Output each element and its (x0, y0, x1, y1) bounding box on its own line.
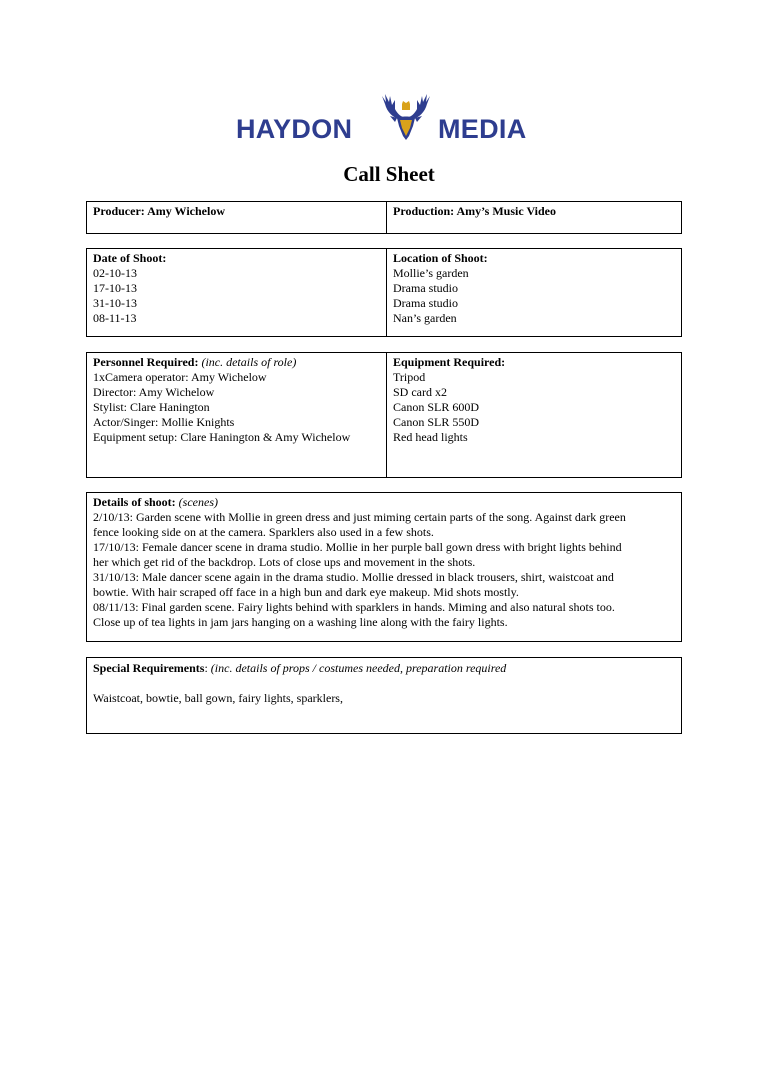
date-item: 17-10-13 (93, 281, 137, 295)
personnel-cell (87, 353, 387, 477)
personnel-equipment-box (86, 352, 682, 478)
date-item: 31-10-13 (93, 296, 137, 310)
special-requirements-box (86, 657, 682, 734)
details-line: 31/10/13: Male dancer scene again in the drama studio. Mollie dressed in black trousers, shirt, waistcoat and (93, 570, 614, 584)
equipment-item: Canon SLR 550D (393, 415, 480, 429)
date-location-box (86, 248, 682, 337)
date-label: Date of Shoot: (93, 251, 167, 265)
document-header (0, 88, 768, 148)
details-of-shoot-box (86, 492, 682, 642)
details-line: 08/11/13: Final garden scene. Fairy lights behind with sparklers in hands. Miming and also natural shots too. (93, 600, 615, 614)
equipment-item: Canon SLR 600D (393, 400, 480, 414)
equipment-item: Red head lights (393, 430, 468, 444)
location-cell (387, 249, 681, 336)
location-item: Mollie’s garden (393, 266, 469, 280)
special-cell (87, 658, 681, 708)
page-title: Call Sheet (343, 162, 435, 186)
personnel-heading: Personnel Required: (inc. details of role) (93, 355, 297, 369)
producer-label: Producer: Amy Wichelow (93, 204, 225, 218)
details-line: Close up of tea lights in jam jars hanging on a washing line along with the fairy lights. (93, 615, 508, 629)
date-item: 08-11-13 (93, 311, 137, 325)
location-item: Drama studio (393, 281, 458, 295)
special-heading: Special Requirements: (inc. details of props / costumes needed, preparation required (93, 661, 507, 675)
details-line: 17/10/13: Female dancer scene in drama studio. Mollie in her purple ball gown dress with bright lights behind (93, 540, 622, 554)
details-line: fence looking side on at the camera. Sparklers also used in a few shots. (93, 525, 434, 539)
personnel-item: Equipment setup: Clare Hanington & Amy Wichelow (93, 430, 351, 444)
personnel-item: Stylist: Clare Hanington (93, 400, 210, 414)
location-item: Nan’s garden (393, 311, 457, 325)
equipment-label: Equipment Required: (393, 355, 506, 369)
equipment-cell (387, 353, 681, 477)
location-label: Location of Shoot: (393, 251, 488, 265)
brand-name-right: MEDIA (438, 114, 527, 144)
date-item: 02-10-13 (93, 266, 137, 280)
personnel-item: Director: Amy Wichelow (93, 385, 215, 399)
equipment-item: SD card x2 (393, 385, 447, 399)
details-line: her which get rid of the backdrop. Lots of close ups and movement in the shots. (93, 555, 476, 569)
production-label: Production: Amy’s Music Video (393, 204, 557, 218)
details-line: bowtie. With hair scraped off face in a high bun and dark eye makeup. Mid shots mostly. (93, 585, 519, 599)
brand-name-left: HAYDON (236, 114, 353, 144)
details-heading: Details of shoot: (scenes) (93, 495, 218, 509)
personnel-item: 1xCamera operator: Amy Wichelow (93, 370, 267, 384)
details-cell (87, 493, 681, 632)
producer-production-box (86, 201, 682, 234)
equipment-item: Tripod (393, 370, 426, 384)
stag-head-icon (373, 90, 439, 146)
special-text: Waistcoat, bowtie, ball gown, fairy lights, sparklers, (93, 691, 343, 705)
location-item: Drama studio (393, 296, 458, 310)
personnel-item: Actor/Singer: Mollie Knights (93, 415, 235, 429)
producer-cell (87, 202, 387, 233)
details-line: 2/10/13: Garden scene with Mollie in green dress and just miming certain parts of the song. Against dark green (93, 510, 626, 524)
production-cell (387, 202, 681, 233)
date-cell (87, 249, 387, 336)
